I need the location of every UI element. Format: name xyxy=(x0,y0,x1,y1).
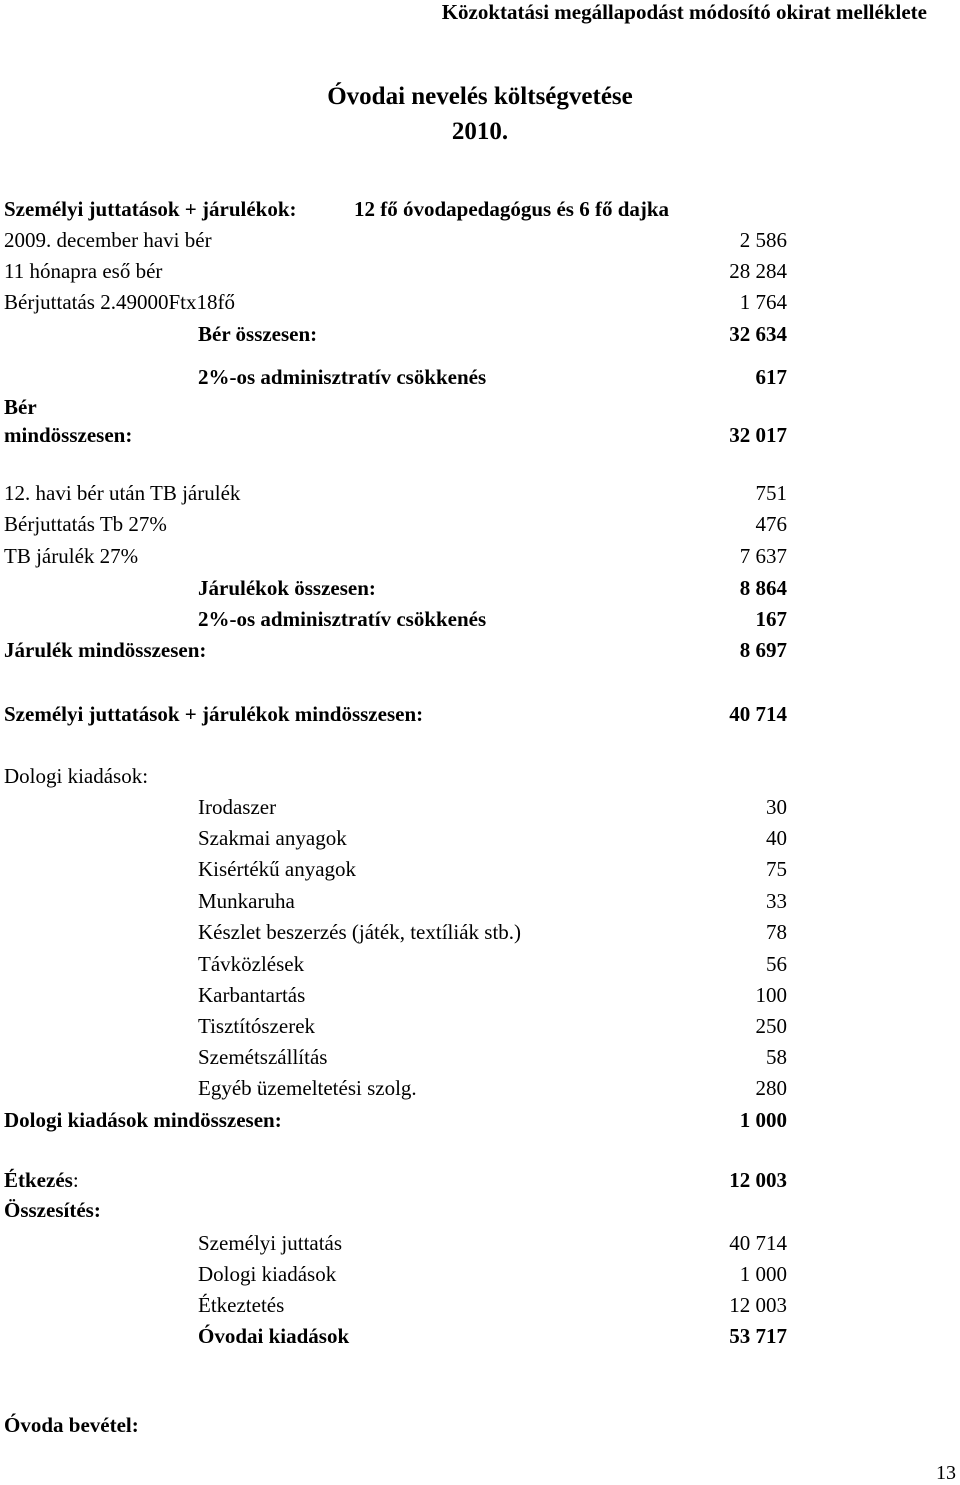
wage-total-label: Bér összesen: xyxy=(198,322,318,346)
material-item-value: 100 xyxy=(755,983,787,1007)
wage-total-value: 32 634 xyxy=(729,322,787,346)
material-item-value: 58 xyxy=(766,1045,787,1069)
personal-grand-label: Személyi juttatások + járulékok mindösszesen: xyxy=(4,702,424,726)
summary-total-value: 53 717 xyxy=(729,1324,787,1348)
material-heading: Dologi kiadások: xyxy=(4,764,149,788)
wage-row-value: 28 284 xyxy=(729,259,787,283)
contribution-total-label: Járulékok összesen: xyxy=(198,576,376,600)
material-total-label: Dologi kiadások mindösszesen: xyxy=(4,1108,282,1132)
personal-grand-value: 40 714 xyxy=(729,702,787,726)
contribution-row-label: 12. havi bér után TB járulék xyxy=(4,481,241,505)
material-item-value: 280 xyxy=(755,1076,787,1100)
summary-row-value: 12 003 xyxy=(729,1293,787,1317)
material-item-value: 30 xyxy=(766,795,787,819)
material-item-label: Karbantartás xyxy=(198,983,306,1007)
wage-admin-cut-value: 617 xyxy=(755,365,787,389)
summary-row-value: 1 000 xyxy=(739,1262,787,1286)
contribution-row-label: TB járulék 27% xyxy=(4,544,139,568)
summary-total-label: Óvodai kiadások xyxy=(198,1324,350,1348)
summary-row-label: Étkeztetés xyxy=(198,1293,285,1317)
wage-row-value: 2 586 xyxy=(739,228,787,252)
contribution-admin-cut-value: 167 xyxy=(755,607,787,631)
page-title: Óvodai nevelés költségvetése xyxy=(327,83,633,110)
material-item-label: Tisztítószerek xyxy=(198,1014,316,1038)
contribution-row-value: 7 637 xyxy=(739,544,787,568)
page-title-year: 2010. xyxy=(451,118,509,145)
material-item-value: 78 xyxy=(766,920,787,944)
material-item-label: Szakmai anyagok xyxy=(198,826,347,850)
document-header: Közoktatási megállapodást módosító okirat melléklete xyxy=(441,0,927,24)
material-item-label: Munkaruha xyxy=(198,889,295,913)
catering-row xyxy=(4,1168,79,1192)
wage-grand-label-line2: mindösszesen: xyxy=(4,423,133,447)
material-item-value: 40 xyxy=(766,826,787,850)
wage-grand-label-line1: Bér xyxy=(4,395,37,419)
personal-heading-detail: 12 fő óvodapedagógus és 6 fő dajka xyxy=(354,197,670,221)
income-heading: Óvoda bevétel: xyxy=(4,1413,139,1437)
catering-colon: : xyxy=(72,1168,79,1192)
contribution-grand-label: Járulék mindösszesen: xyxy=(4,638,207,662)
wage-row-label: 11 hónapra eső bér xyxy=(4,259,163,283)
wage-row-label: 2009. december havi bér xyxy=(4,228,212,252)
material-item-value: 75 xyxy=(766,857,787,881)
page-number: 13 xyxy=(936,1462,956,1484)
catering-value: 12 003 xyxy=(729,1168,787,1192)
material-item-label: Egyéb üzemeltetési szolg. xyxy=(198,1076,417,1100)
summary-row-label: Dologi kiadások xyxy=(198,1262,337,1286)
material-item-value: 56 xyxy=(766,952,787,976)
material-item-value: 33 xyxy=(766,889,787,913)
contribution-row-value: 476 xyxy=(755,512,787,536)
material-item-label: Kisértékű anyagok xyxy=(198,857,357,881)
contribution-grand-value: 8 697 xyxy=(739,638,787,662)
material-item-label: Irodaszer xyxy=(198,795,277,819)
material-item-label: Készlet beszerzés (játék, textíliák stb.) xyxy=(198,920,522,944)
personal-heading: Személyi juttatások + járulékok: xyxy=(4,197,297,221)
contribution-total-value: 8 864 xyxy=(739,576,787,600)
wage-row-value: 1 764 xyxy=(739,290,787,314)
contribution-admin-cut-label: 2%-os adminisztratív csökkenés xyxy=(198,607,487,631)
wage-row-label: Bérjuttatás 2.49000Ftx18fő xyxy=(4,290,235,314)
material-item-label: Szemétszállítás xyxy=(198,1045,328,1069)
contribution-row-value: 751 xyxy=(755,481,787,505)
contribution-row-label: Bérjuttatás Tb 27% xyxy=(4,512,167,536)
material-item-value: 250 xyxy=(755,1014,787,1038)
summary-row-value: 40 714 xyxy=(729,1231,787,1255)
wage-grand-value: 32 017 xyxy=(729,423,787,447)
summary-row-label: Személyi juttatás xyxy=(198,1231,343,1255)
wage-admin-cut-label: 2%-os adminisztratív csökkenés xyxy=(198,365,487,389)
catering-label: Étkezés xyxy=(4,1168,73,1192)
material-item-label: Távközlések xyxy=(198,952,305,976)
material-total-value: 1 000 xyxy=(739,1108,787,1132)
summary-heading: Összesítés: xyxy=(4,1198,101,1222)
